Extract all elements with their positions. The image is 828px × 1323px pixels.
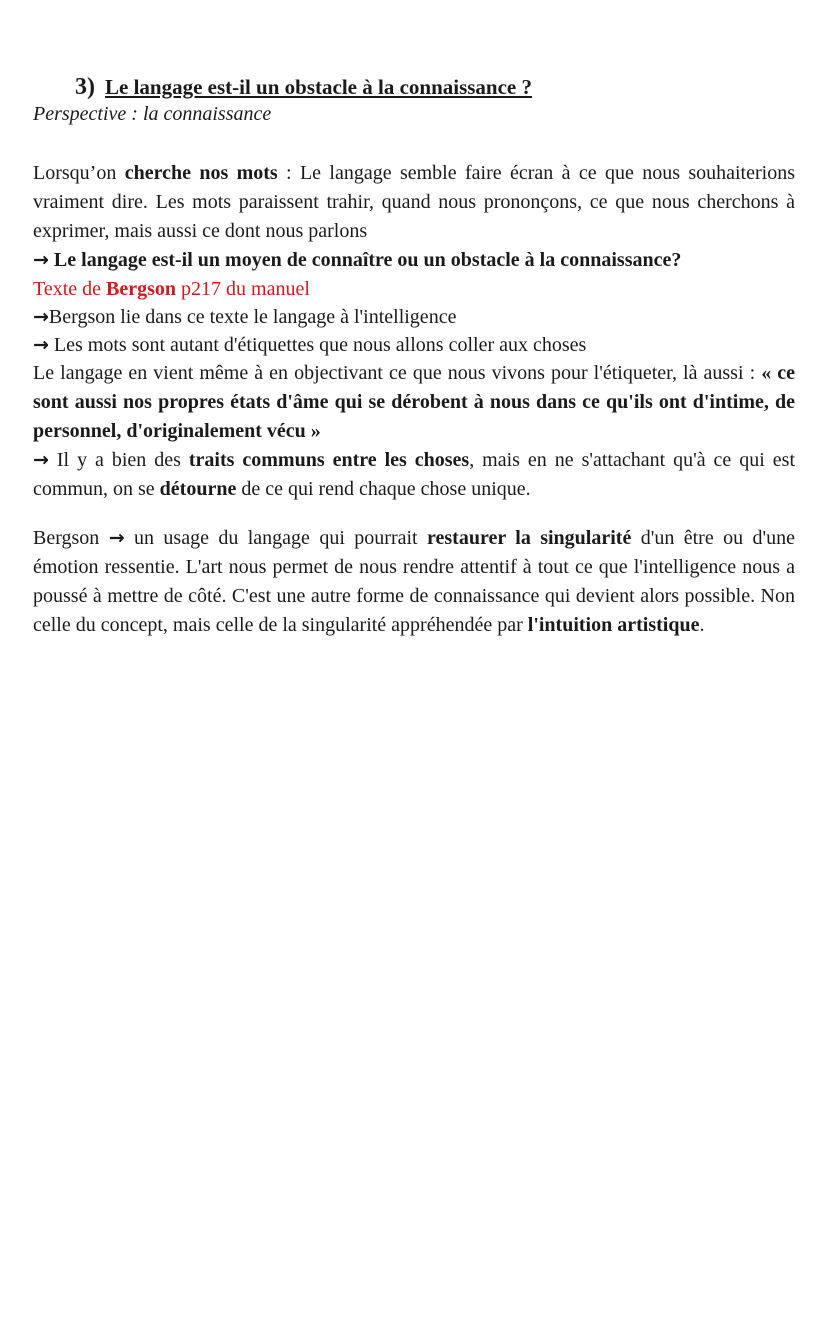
intro-paragraph: [33, 159, 795, 246]
traits-bold-2: détourne: [159, 478, 237, 500]
final-text-3: d'un être ou d'une émotion ressentie. L'art nous permet de nous rendre attentif à tout ce que l'intelligence nous a poussé à mettre de côté. C'est une autre forme de connaissance qui devient alors possible. Non celle du concept, mais celle de la singularité appréhendée par: [33, 527, 795, 636]
point-2: [33, 331, 795, 359]
final-bold-2: l'intuition artistique: [527, 614, 700, 636]
key-question: [33, 246, 795, 275]
final-text-4: .: [699, 614, 705, 636]
source-post: p217 du manuel: [176, 278, 310, 300]
intro-text-2: : Le langage semble faire écran à ce que nous souhaiterions vraiment dire. Les mots paraissent trahir, quand nous prononçons, ce que nous cherchons à exprimer, mais aussi ce dont nous parlons: [33, 162, 795, 242]
arrow-icon: →: [108, 527, 125, 549]
document-page: [33, 72, 795, 640]
quote-intro-text: Le langage en vient même à en objectivant ce que nous vivons pour l'étiqueter, là aussi :: [33, 362, 762, 384]
arrow-icon: →: [33, 334, 49, 356]
point-1: [33, 303, 795, 331]
point-1-text: Bergson lie dans ce texte le langage à l'intelligence: [48, 306, 457, 328]
source-pre: Texte de: [33, 278, 107, 300]
section-number: 3): [75, 74, 95, 100]
section-heading: [75, 72, 795, 102]
traits-text-1: Il y a bien des: [56, 449, 189, 471]
bergson-quote: « ce sont aussi nos propres états d'âme qui se dérobent à nous dans ce qu'ils ont d'intime, de personnel, d'originalement vécu »: [33, 362, 795, 442]
arrow-icon: →: [33, 449, 49, 471]
final-bold-1: restaurer la singularité: [427, 527, 632, 549]
question-text: Le langage est-il un moyen de connaître ou un obstacle à la connaissance?: [53, 249, 682, 271]
point-2-text: Les mots sont autant d'étiquettes que nous allons coller aux choses: [53, 334, 587, 356]
traits-bold-1: traits communs entre les choses: [188, 449, 470, 471]
final-paragraph: [33, 524, 795, 640]
source-reference: [33, 275, 795, 303]
source-author: Bergson: [106, 278, 177, 300]
traits-text-3: de ce qui rend chaque chose unique.: [236, 478, 531, 500]
arrow-icon: →: [33, 306, 49, 328]
traits-text-2: , mais en ne s'attachant qu'à ce qui est commun, on se: [33, 449, 796, 500]
arrow-icon: →: [33, 249, 49, 271]
final-text-1: Bergson: [33, 527, 109, 549]
final-text-2: un usage du langage qui pourrait: [124, 527, 427, 549]
intro-bold-1: cherche nos mots: [124, 162, 278, 184]
section-title: Le langage est-il un obstacle à la connaissance ?: [105, 75, 533, 99]
perspective-line: Perspective : la connaissance: [33, 103, 272, 125]
traits-paragraph: [33, 446, 795, 504]
intro-text-1: Lorsqu’on: [33, 162, 125, 184]
quote-paragraph: [33, 359, 795, 446]
